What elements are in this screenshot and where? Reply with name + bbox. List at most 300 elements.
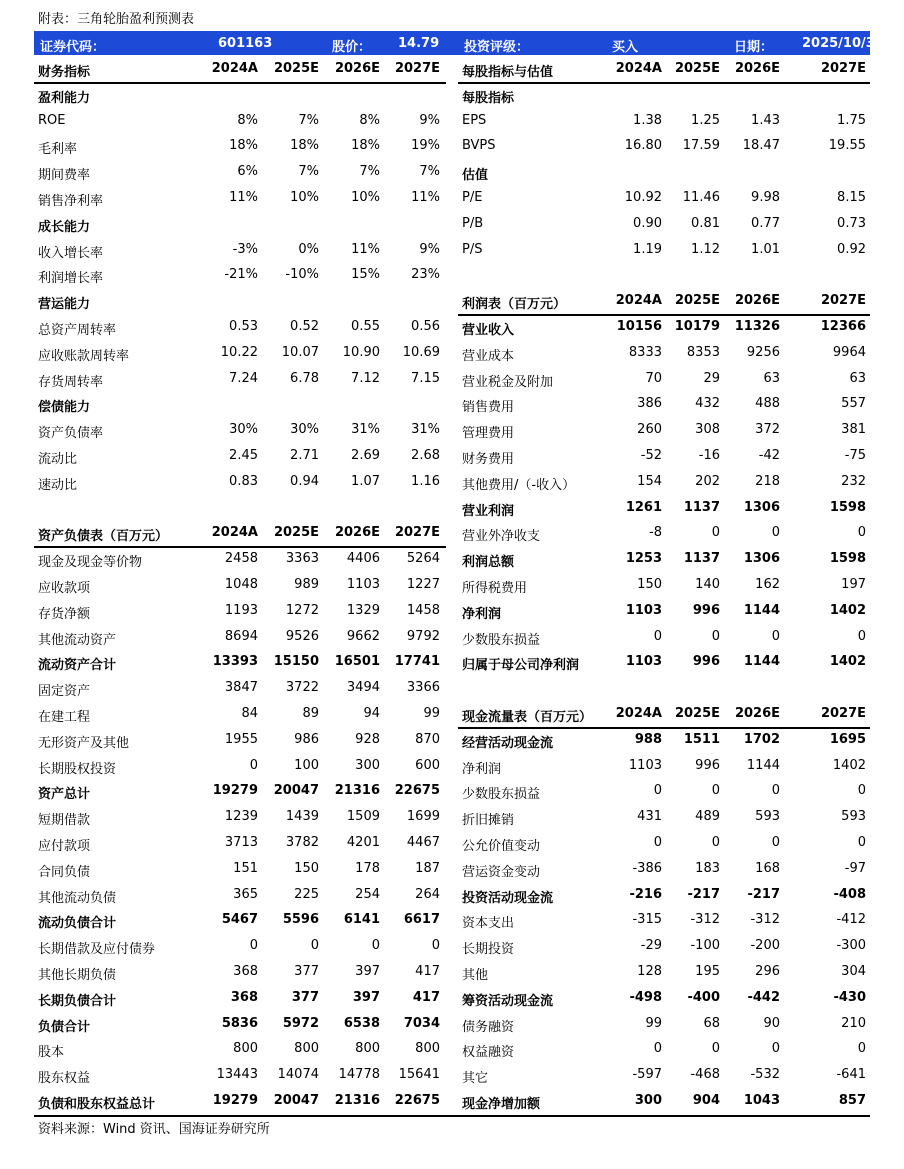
row-label: 每股指标与估值 — [462, 65, 554, 80]
row-value: 94 — [363, 706, 380, 721]
left-table-row — [34, 908, 446, 933]
row-value: 9526 — [285, 628, 319, 644]
row-value: 195 — [695, 964, 720, 979]
row-value: 2025E — [273, 525, 319, 541]
row-value: 202 — [695, 473, 720, 489]
row-label: 应付款项 — [38, 839, 91, 854]
left-table-row — [34, 754, 446, 779]
left-table-row — [34, 547, 446, 572]
row-value: 63 — [763, 370, 780, 386]
row-value: 19279 — [212, 783, 258, 799]
cashflow-header-divider — [458, 727, 870, 729]
row-value: 2026E — [734, 61, 780, 76]
left-table-row — [34, 934, 446, 959]
price-label: 股价： — [332, 40, 372, 55]
row-label: EPS — [462, 112, 487, 128]
row-value: 1.01 — [751, 241, 780, 257]
row-label: 管理费用 — [462, 426, 515, 442]
row-value: 1227 — [406, 577, 440, 592]
row-value: 996 — [695, 757, 720, 773]
row-value: 904 — [692, 1093, 720, 1108]
right-table-row — [458, 83, 870, 108]
row-value: 2.69 — [351, 448, 380, 463]
row-value: 417 — [415, 964, 440, 979]
row-value: -75 — [844, 448, 866, 463]
row-value: 365 — [233, 886, 258, 902]
row-value: 18% — [351, 138, 380, 154]
row-value: 2025E — [674, 293, 720, 309]
right-table-row — [458, 1037, 870, 1062]
row-value: 2025E — [674, 61, 720, 76]
row-value: 6141 — [343, 912, 380, 928]
row-value: 0.77 — [751, 215, 780, 231]
left-table-row — [34, 676, 446, 701]
left-table-row — [34, 238, 446, 263]
row-label: 营业外净收支 — [462, 529, 541, 545]
row-value: 593 — [755, 809, 780, 825]
row-value: 0 — [857, 1041, 866, 1057]
row-value: 1261 — [625, 499, 662, 515]
row-value: 0 — [653, 835, 662, 850]
row-label: 其他 — [462, 968, 489, 983]
row-value: 6.78 — [290, 370, 319, 386]
left-header-divider — [34, 82, 446, 84]
row-value: -408 — [833, 886, 866, 902]
row-label: 财务指标 — [38, 65, 91, 80]
row-value: 377 — [291, 989, 319, 1005]
row-value: 9% — [419, 241, 440, 257]
right-table-row — [458, 599, 870, 624]
right-table-row — [458, 625, 870, 650]
row-value: 2024A — [615, 61, 662, 76]
row-value: 988 — [634, 731, 662, 747]
row-value: 15641 — [398, 1067, 440, 1083]
row-value: 296 — [755, 964, 780, 979]
date-label: 日期： — [734, 40, 774, 55]
row-value: 9662 — [346, 628, 380, 644]
left-table-row — [34, 573, 446, 598]
right-table-row — [458, 1063, 870, 1088]
right-table-row — [458, 263, 870, 288]
row-value: 168 — [755, 860, 780, 876]
left-table-row — [34, 289, 446, 314]
row-value: 0 — [310, 938, 319, 954]
row-value: 31% — [351, 422, 380, 438]
row-value: 0 — [711, 835, 720, 850]
row-label: P/B — [462, 215, 484, 231]
row-label: 销售费用 — [462, 400, 515, 416]
row-value: 0.53 — [229, 319, 258, 334]
left-table-row — [34, 805, 446, 830]
row-value: 70 — [645, 370, 662, 386]
row-value: -21% — [224, 267, 258, 283]
row-label: 盈利能力 — [38, 90, 91, 106]
left-table-row — [34, 212, 446, 237]
left-table-row — [34, 986, 446, 1011]
row-value: 857 — [838, 1093, 866, 1108]
row-value: -442 — [747, 989, 780, 1005]
row-value: 0 — [249, 938, 258, 954]
right-table-row — [458, 676, 870, 701]
row-value: 150 — [637, 577, 662, 592]
row-label: 其他流动负债 — [38, 890, 117, 906]
left-table-row — [34, 315, 446, 340]
row-value: 2024A — [615, 293, 662, 309]
row-value: 13443 — [216, 1067, 258, 1083]
row-value: 0 — [857, 525, 866, 541]
row-label: 其他流动资产 — [38, 632, 117, 648]
right-table-row — [458, 831, 870, 856]
right-table-row — [458, 702, 870, 727]
row-value: 432 — [695, 396, 720, 412]
row-value: 2026E — [734, 293, 780, 309]
row-value: 197 — [841, 577, 866, 592]
row-value: -52 — [640, 448, 662, 463]
left-table-row — [34, 779, 446, 804]
row-value: 14074 — [277, 1067, 319, 1083]
row-label: 折旧摊销 — [462, 813, 515, 829]
row-value: 381 — [841, 422, 866, 438]
row-value: 1695 — [829, 731, 866, 747]
row-value: -300 — [836, 938, 866, 954]
row-label: 资产总计 — [38, 787, 91, 803]
right-table-row — [458, 57, 870, 82]
row-value: 10.92 — [624, 190, 662, 205]
row-value: 1955 — [224, 731, 258, 747]
row-value: 2458 — [224, 551, 258, 567]
row-value: -498 — [629, 989, 662, 1005]
row-value: 18.47 — [742, 138, 780, 154]
row-value: 1272 — [285, 602, 319, 618]
row-value: 0.92 — [837, 241, 866, 257]
row-label: 合同负债 — [38, 864, 91, 880]
row-value: 7% — [359, 164, 380, 180]
row-value: 5264 — [406, 551, 440, 567]
row-value: 928 — [355, 731, 380, 747]
row-value: 2027E — [394, 61, 440, 76]
row-value: 1144 — [743, 654, 780, 670]
row-value: 11% — [351, 241, 380, 257]
right-table-row — [458, 754, 870, 779]
right-header-divider — [458, 82, 870, 84]
row-label: 利润表（百万元） — [462, 297, 567, 313]
row-value: 20047 — [273, 1093, 319, 1108]
right-table-row — [458, 496, 870, 521]
row-label: 其它 — [462, 1071, 489, 1087]
left-table-row — [34, 1037, 446, 1062]
row-label: 长期借款及应付债券 — [38, 942, 156, 958]
row-label: 营业收入 — [462, 323, 515, 338]
row-value: 89 — [302, 706, 319, 721]
row-label: 流动负债合计 — [38, 916, 117, 932]
row-value: 140 — [695, 577, 720, 592]
row-value: 10.07 — [281, 344, 319, 360]
row-value: 0.83 — [229, 473, 258, 489]
row-value: 9964 — [832, 344, 866, 360]
row-label: 所得税费用 — [462, 581, 528, 596]
row-value: 989 — [294, 577, 319, 592]
row-label: 流动比 — [38, 452, 78, 467]
row-value: -97 — [844, 860, 866, 876]
row-value: 5836 — [221, 1015, 258, 1031]
row-value: 2.45 — [229, 448, 258, 463]
row-label: 无形资产及其他 — [38, 735, 130, 751]
row-value: 90 — [763, 1015, 780, 1031]
right-table-row — [458, 934, 870, 959]
right-table-row — [458, 547, 870, 572]
right-table-row — [458, 573, 870, 598]
row-value: 10% — [290, 190, 319, 205]
source-note: 资料来源：Wind 资讯、国海证券研究所 — [38, 1122, 270, 1137]
row-value: 8% — [359, 112, 380, 128]
row-value: 178 — [355, 860, 380, 876]
row-value: 6617 — [403, 912, 440, 928]
row-label: 少数股东损益 — [462, 632, 541, 648]
row-value: 2025E — [273, 61, 319, 76]
left-table-row — [34, 883, 446, 908]
row-value: 996 — [692, 602, 720, 618]
row-value: 3713 — [224, 835, 258, 850]
row-value: 308 — [695, 422, 720, 438]
row-value: 1458 — [406, 602, 440, 618]
row-label: 营运能力 — [38, 297, 91, 313]
row-label: 毛利率 — [38, 142, 78, 158]
row-value: -8 — [649, 525, 662, 541]
row-value: 14778 — [338, 1067, 380, 1083]
row-label: 销售净利率 — [38, 194, 104, 209]
row-label: 股东权益 — [38, 1071, 91, 1087]
left-table-row — [34, 496, 446, 521]
row-value: 2.71 — [290, 448, 319, 463]
row-value: 1.25 — [691, 112, 720, 128]
row-label: 净利润 — [462, 606, 502, 622]
row-value: 2027E — [820, 61, 866, 76]
row-value: 1329 — [346, 602, 380, 618]
row-value: 12366 — [820, 319, 866, 334]
row-value: 15% — [351, 267, 380, 283]
row-label: 营业成本 — [462, 348, 515, 364]
right-table-row — [458, 650, 870, 675]
row-value: 1598 — [829, 499, 866, 515]
row-value: 1402 — [829, 654, 866, 670]
row-value: 593 — [841, 809, 866, 825]
right-table-row — [458, 109, 870, 134]
row-label: 期间费率 — [38, 168, 91, 184]
row-value: 0 — [711, 1041, 720, 1057]
row-value: 0.73 — [837, 215, 866, 231]
row-label: 偿债能力 — [38, 400, 91, 416]
row-label: 总资产周转率 — [38, 323, 117, 338]
row-value: 21316 — [334, 1093, 380, 1108]
row-value: 2024A — [211, 525, 258, 541]
stock-info-banner — [34, 31, 884, 55]
row-value: 0.90 — [633, 215, 662, 231]
row-label: 估值 — [462, 168, 489, 184]
row-value: 1702 — [743, 731, 780, 747]
row-value: 800 — [355, 1041, 380, 1057]
row-value: 11% — [229, 190, 258, 205]
left-table-row — [34, 186, 446, 211]
row-value: 17741 — [394, 654, 440, 670]
row-value: 19.55 — [828, 138, 866, 154]
row-value: 0 — [857, 628, 866, 644]
row-value: 0.56 — [411, 319, 440, 334]
row-value: 1048 — [224, 577, 258, 592]
row-value: 368 — [230, 989, 258, 1005]
row-value: 0 — [857, 783, 866, 799]
right-table-row — [458, 392, 870, 417]
row-value: 377 — [294, 964, 319, 979]
row-value: 0 — [711, 628, 720, 644]
row-value: 11% — [411, 190, 440, 205]
row-value: 870 — [415, 731, 440, 747]
left-table-row — [34, 599, 446, 624]
row-value: 2.68 — [411, 448, 440, 463]
right-table-row — [458, 444, 870, 469]
row-value: 1103 — [628, 757, 662, 773]
row-value: 5972 — [282, 1015, 319, 1031]
row-label: P/E — [462, 190, 483, 205]
left-table-row — [34, 960, 446, 985]
row-value: -100 — [690, 938, 720, 954]
row-label: 存货净额 — [38, 606, 91, 622]
row-value: 1402 — [829, 602, 866, 618]
row-value: -10% — [285, 267, 319, 283]
row-label: 其他费用/（-收入） — [462, 477, 576, 493]
row-value: 386 — [637, 396, 662, 412]
row-label: 营运资金变动 — [462, 864, 541, 880]
row-value: 417 — [412, 989, 440, 1005]
row-label: 利润总额 — [462, 555, 515, 571]
row-value: 5596 — [282, 912, 319, 928]
row-value: 6538 — [343, 1015, 380, 1031]
row-value: 8.15 — [837, 190, 866, 205]
row-value: 0.94 — [290, 473, 319, 489]
right-table-row — [458, 238, 870, 263]
row-value: 431 — [637, 809, 662, 825]
row-value: 800 — [233, 1041, 258, 1057]
row-value: 0% — [298, 241, 319, 257]
row-value: 9256 — [746, 344, 780, 360]
row-value: -386 — [632, 860, 662, 876]
row-value: 1.38 — [633, 112, 662, 128]
row-value: 100 — [294, 757, 319, 773]
row-label: 负债和股东权益总计 — [38, 1097, 156, 1112]
row-value: 1.07 — [351, 473, 380, 489]
row-value: 1103 — [346, 577, 380, 592]
row-value: 5467 — [221, 912, 258, 928]
row-label: 成长能力 — [38, 219, 91, 235]
row-value: 22675 — [394, 783, 440, 799]
row-value: 18% — [290, 138, 319, 154]
row-value: -217 — [687, 886, 720, 902]
row-label: 收入增长率 — [38, 245, 104, 261]
row-value: 2026E — [334, 61, 380, 76]
left-table-row — [34, 109, 446, 134]
row-value: 128 — [637, 964, 662, 979]
row-value: 19% — [411, 138, 440, 154]
left-table-row — [34, 367, 446, 392]
row-label: 在建工程 — [38, 710, 91, 725]
row-value: 397 — [355, 964, 380, 979]
row-label: 长期投资 — [462, 942, 515, 958]
row-value: -216 — [629, 886, 662, 902]
row-label: 筹资活动现金流 — [462, 993, 554, 1009]
row-value: 16.80 — [624, 138, 662, 154]
row-value: 1.16 — [411, 473, 440, 489]
right-table-row — [458, 883, 870, 908]
row-value: 17.59 — [682, 138, 720, 154]
row-value: 2027E — [820, 293, 866, 309]
row-value: 557 — [841, 396, 866, 412]
row-value: 0 — [771, 783, 780, 799]
row-value: 10.90 — [342, 344, 380, 360]
row-value: -3% — [232, 241, 258, 257]
row-label: 速动比 — [38, 477, 78, 493]
row-value: 489 — [695, 809, 720, 825]
row-value: -412 — [836, 912, 866, 928]
left-table-row — [34, 650, 446, 675]
row-value: 0.52 — [290, 319, 319, 334]
right-table-row — [458, 186, 870, 211]
row-value: 11326 — [734, 319, 780, 334]
row-value: 151 — [233, 860, 258, 876]
row-value: 800 — [415, 1041, 440, 1057]
right-table-row — [458, 521, 870, 546]
row-value: 2024A — [211, 61, 258, 76]
left-table-row — [34, 521, 446, 546]
stock-code-value: 601163 — [218, 36, 273, 51]
row-value: 1043 — [743, 1093, 780, 1108]
row-value: 3494 — [346, 680, 380, 696]
row-label: 投资活动现金流 — [462, 890, 554, 906]
row-value: -217 — [747, 886, 780, 902]
right-table-row — [458, 367, 870, 392]
row-label: 现金流量表（百万元） — [462, 710, 593, 725]
row-value: 150 — [294, 860, 319, 876]
left-table-row — [34, 1089, 446, 1114]
row-value: 10.69 — [402, 344, 440, 360]
row-value: 260 — [637, 422, 662, 438]
right-table-row — [458, 908, 870, 933]
row-value: -532 — [750, 1067, 780, 1083]
row-value: 800 — [294, 1041, 319, 1057]
row-value: 0.81 — [691, 215, 720, 231]
row-value: 1598 — [829, 551, 866, 567]
left-table-row — [34, 1012, 446, 1037]
right-table-row — [458, 315, 870, 340]
row-value: 1306 — [743, 499, 780, 515]
row-value: 1511 — [683, 731, 720, 747]
row-value: 397 — [352, 989, 380, 1005]
row-value: 2025E — [674, 706, 720, 721]
row-label: 少数股东损益 — [462, 787, 541, 803]
row-value: 11.46 — [682, 190, 720, 205]
row-value: 1239 — [224, 809, 258, 825]
right-table-row — [458, 289, 870, 314]
row-label: 应收账款周转率 — [38, 348, 130, 364]
row-value: 1.43 — [751, 112, 780, 128]
date-value: 2025/10/31 — [802, 36, 884, 51]
row-value: -42 — [758, 448, 780, 463]
row-label: 每股指标 — [462, 90, 515, 106]
row-label: BVPS — [462, 138, 496, 154]
row-value: -312 — [690, 912, 720, 928]
row-label: 应收款项 — [38, 581, 91, 596]
row-value: 986 — [294, 731, 319, 747]
row-value: 1103 — [625, 602, 662, 618]
row-value: 368 — [233, 964, 258, 979]
